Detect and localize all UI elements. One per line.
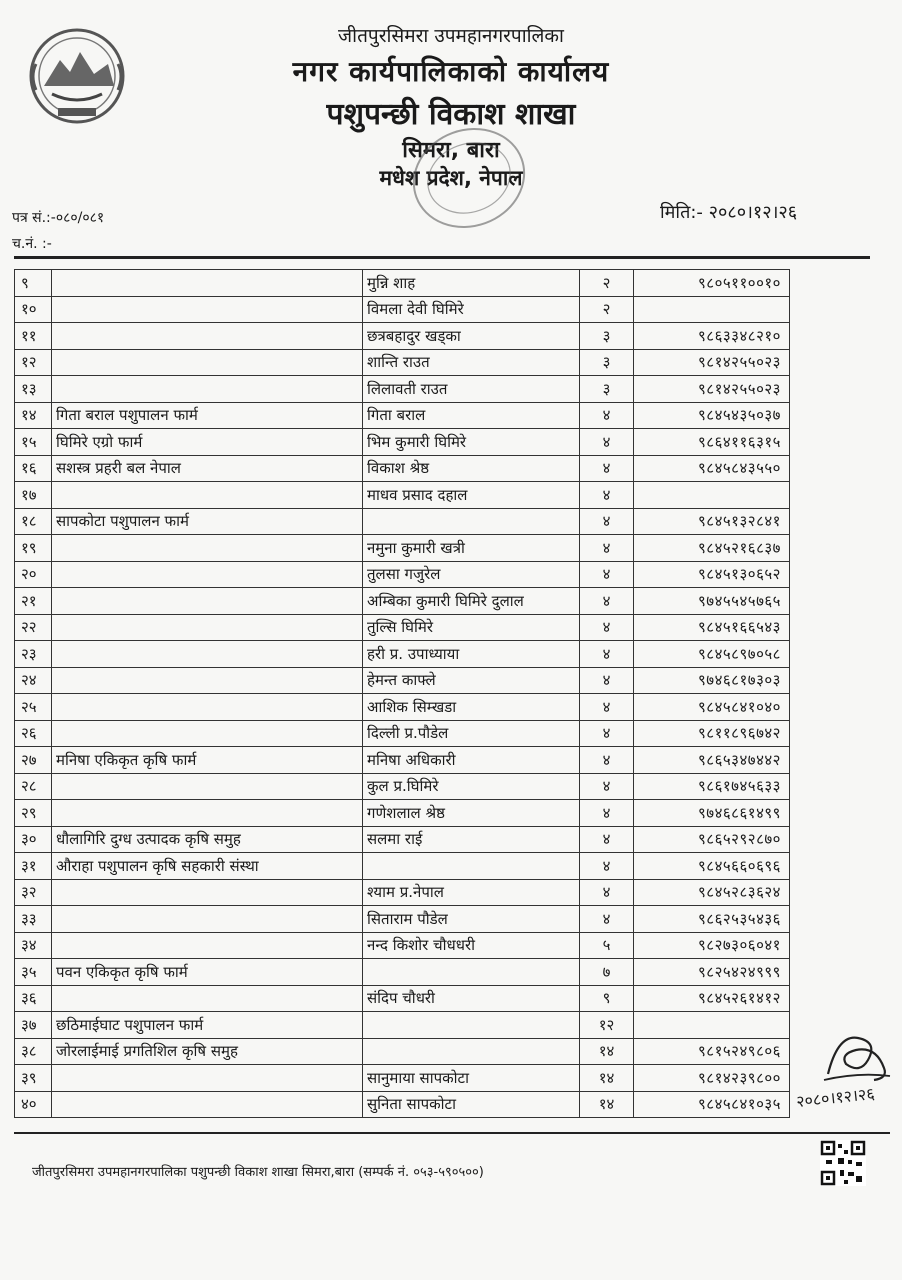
- row-phone-number: ९८४५८४३५५०: [634, 455, 790, 482]
- row-serial-number: २६: [15, 720, 52, 747]
- table-row: [15, 482, 790, 509]
- row-organization: गिता बराल पशुपालन फार्म: [52, 402, 363, 429]
- qr-code-icon: [820, 1140, 866, 1186]
- row-serial-number: २९: [15, 800, 52, 827]
- row-person-name: तुल्सि घिमिरे: [363, 614, 580, 641]
- table-row: [15, 296, 790, 323]
- row-person-name: [363, 1012, 580, 1039]
- row-organization: [52, 270, 363, 297]
- row-quantity: ३: [580, 376, 634, 403]
- table-row: [15, 402, 790, 429]
- table-row: [15, 561, 790, 588]
- table-row: [15, 720, 790, 747]
- row-serial-number: १८: [15, 508, 52, 535]
- row-organization: छठिमाईघाट पशुपालन फार्म: [52, 1012, 363, 1039]
- row-person-name: [363, 853, 580, 880]
- row-phone-number: ९८६५२९२८७०: [634, 826, 790, 853]
- row-phone-number: ९८६१७४५६३३: [634, 773, 790, 800]
- row-serial-number: १७: [15, 482, 52, 509]
- row-quantity: ४: [580, 826, 634, 853]
- row-serial-number: ३७: [15, 1012, 52, 1039]
- table-row: [15, 270, 790, 297]
- row-quantity: ४: [580, 402, 634, 429]
- dispatch-number: च.नं. :-: [12, 236, 52, 252]
- row-person-name: दिल्ली प्र.पौडेल: [363, 720, 580, 747]
- row-organization: पवन एकिकृत कृषि फार्म: [52, 959, 363, 986]
- row-phone-number: [634, 1012, 790, 1039]
- row-person-name: सलमा राई: [363, 826, 580, 853]
- letter-date: मिति:- २०८०।१२।२६: [660, 202, 798, 223]
- row-serial-number: १५: [15, 429, 52, 456]
- row-phone-number: ९८१४२३९८००: [634, 1065, 790, 1092]
- table-row: [15, 535, 790, 562]
- table-row: [15, 826, 790, 853]
- row-person-name: तुलसा गजुरेल: [363, 561, 580, 588]
- row-quantity: ९: [580, 985, 634, 1012]
- row-serial-number: १३: [15, 376, 52, 403]
- row-quantity: ४: [580, 614, 634, 641]
- table-row: [15, 429, 790, 456]
- row-phone-number: ९८०५११००१०: [634, 270, 790, 297]
- row-organization: [52, 376, 363, 403]
- row-organization: [52, 667, 363, 694]
- row-person-name: लिलावती राउत: [363, 376, 580, 403]
- row-phone-number: ९८११८९६७४२: [634, 720, 790, 747]
- municipality-name: जीतपुरसिमरा उपमहानगरपालिका: [338, 25, 564, 47]
- row-organization: [52, 349, 363, 376]
- row-serial-number: ९: [15, 270, 52, 297]
- table-row: [15, 694, 790, 721]
- row-person-name: सिताराम पौडेल: [363, 906, 580, 933]
- row-quantity: ४: [580, 641, 634, 668]
- row-quantity: ४: [580, 455, 634, 482]
- row-phone-number: ९७४६८१७३०३: [634, 667, 790, 694]
- table-row: [15, 641, 790, 668]
- row-organization: [52, 773, 363, 800]
- row-serial-number: ३५: [15, 959, 52, 986]
- row-person-name: कुल प्र.घिमिरे: [363, 773, 580, 800]
- row-person-name: गणेशलाल श्रेष्ठ: [363, 800, 580, 827]
- row-person-name: भिम कुमारी घिमिरे: [363, 429, 580, 456]
- row-phone-number: ९८१५२४९८०६: [634, 1038, 790, 1065]
- row-organization: [52, 296, 363, 323]
- row-quantity: ४: [580, 879, 634, 906]
- table-row: [15, 747, 790, 774]
- row-organization: जोरलाईमाई प्रगतिशिल कृषि समुह: [52, 1038, 363, 1065]
- row-organization: [52, 641, 363, 668]
- row-organization: सशस्त्र प्रहरी बल नेपाल: [52, 455, 363, 482]
- row-person-name: छत्रबहादुर खड्का: [363, 323, 580, 350]
- row-organization: [52, 588, 363, 615]
- row-person-name: माधव प्रसाद दहाल: [363, 482, 580, 509]
- row-quantity: १४: [580, 1065, 634, 1092]
- header-divider: [14, 256, 870, 259]
- row-person-name: विकाश श्रेष्ठ: [363, 455, 580, 482]
- row-phone-number: [634, 482, 790, 509]
- signature-date: २०८०।१२।२६: [795, 1083, 876, 1112]
- table-row: [15, 800, 790, 827]
- reference-number: पत्र सं.:-०८०/०८१: [12, 210, 105, 226]
- row-phone-number: ९८२५४२४९९९: [634, 959, 790, 986]
- row-phone-number: ९८१४२५५०२३: [634, 376, 790, 403]
- row-phone-number: ९८२७३०६०४१: [634, 932, 790, 959]
- row-quantity: ४: [580, 747, 634, 774]
- table-body: [15, 270, 790, 1118]
- row-person-name: हेमन्त काफ्ले: [363, 667, 580, 694]
- table-row: [15, 349, 790, 376]
- row-serial-number: २४: [15, 667, 52, 694]
- row-serial-number: ३३: [15, 906, 52, 933]
- table-row: [15, 667, 790, 694]
- row-organization: [52, 879, 363, 906]
- row-quantity: ४: [580, 535, 634, 562]
- table-row: [15, 588, 790, 615]
- row-serial-number: ४०: [15, 1091, 52, 1118]
- row-serial-number: २१: [15, 588, 52, 615]
- row-phone-number: ९७४५५४५७६५: [634, 588, 790, 615]
- row-phone-number: ९८४५२१६८३७: [634, 535, 790, 562]
- table-row: [15, 1038, 790, 1065]
- row-quantity: १४: [580, 1038, 634, 1065]
- row-serial-number: १०: [15, 296, 52, 323]
- office-name: नगर कार्यपालिकाको कार्यालय: [292, 55, 610, 88]
- row-organization: औराहा पशुपालन कृषि सहकारी संस्था: [52, 853, 363, 880]
- signature: [818, 1024, 894, 1086]
- footer-contact: जीतपुरसिमरा उपमहानगरपालिका पशुपन्छी विकाश शाखा सिमरा,बारा (सम्पर्क नं. ०५३-५९०५००): [32, 1165, 484, 1180]
- row-phone-number: ९८४५२८३६२४: [634, 879, 790, 906]
- row-serial-number: ३६: [15, 985, 52, 1012]
- row-phone-number: ९८६४११६३१५: [634, 429, 790, 456]
- table-row: [15, 773, 790, 800]
- row-serial-number: २२: [15, 614, 52, 641]
- row-serial-number: ३४: [15, 932, 52, 959]
- row-organization: [52, 482, 363, 509]
- row-serial-number: ३८: [15, 1038, 52, 1065]
- row-quantity: ३: [580, 349, 634, 376]
- beneficiary-table: [14, 269, 790, 1118]
- row-organization: [52, 323, 363, 350]
- row-phone-number: ९८६३३४८२१०: [634, 323, 790, 350]
- row-serial-number: ११: [15, 323, 52, 350]
- row-person-name: विमला देवी घिमिरे: [363, 296, 580, 323]
- table-row: [15, 959, 790, 986]
- row-person-name: सुनिता सापकोटा: [363, 1091, 580, 1118]
- row-serial-number: १९: [15, 535, 52, 562]
- row-quantity: ४: [580, 482, 634, 509]
- table-row: [15, 614, 790, 641]
- table-row: [15, 1012, 790, 1039]
- row-phone-number: ९८४५१३०६५२: [634, 561, 790, 588]
- row-quantity: ४: [580, 853, 634, 880]
- row-quantity: ४: [580, 561, 634, 588]
- row-person-name: नमुना कुमारी खत्री: [363, 535, 580, 562]
- row-organization: [52, 720, 363, 747]
- row-person-name: अम्बिका कुमारी घिमिरे दुलाल: [363, 588, 580, 615]
- row-phone-number: ९८४५८९७०५८: [634, 641, 790, 668]
- row-person-name: नन्द किशोर चौधधरी: [363, 932, 580, 959]
- row-phone-number: ९८४५१६६५४३: [634, 614, 790, 641]
- row-person-name: गिता बराल: [363, 402, 580, 429]
- row-organization: [52, 535, 363, 562]
- row-quantity: ४: [580, 906, 634, 933]
- table-row: [15, 985, 790, 1012]
- table-row: [15, 508, 790, 535]
- row-person-name: [363, 508, 580, 535]
- row-quantity: ४: [580, 508, 634, 535]
- row-quantity: २: [580, 270, 634, 297]
- row-quantity: १४: [580, 1091, 634, 1118]
- row-organization: [52, 1091, 363, 1118]
- row-quantity: ४: [580, 429, 634, 456]
- row-quantity: ४: [580, 720, 634, 747]
- office-location: सिमरा, बारा: [402, 138, 500, 163]
- row-person-name: [363, 1038, 580, 1065]
- row-serial-number: २७: [15, 747, 52, 774]
- table-row: [15, 1091, 790, 1118]
- row-phone-number: ९८४५४३५०३७: [634, 402, 790, 429]
- table-row: [15, 932, 790, 959]
- row-serial-number: १४: [15, 402, 52, 429]
- row-organization: [52, 985, 363, 1012]
- row-organization: सापकोटा पशुपालन फार्म: [52, 508, 363, 535]
- row-person-name: [363, 959, 580, 986]
- row-phone-number: ९८४५६६०६९६: [634, 853, 790, 880]
- section-name: पशुपन्छी विकाश शाखा: [326, 97, 576, 132]
- row-person-name: शान्ति राउत: [363, 349, 580, 376]
- row-organization: [52, 694, 363, 721]
- row-person-name: मनिषा अधिकारी: [363, 747, 580, 774]
- row-phone-number: ९८४५२६१४१२: [634, 985, 790, 1012]
- row-quantity: ५: [580, 932, 634, 959]
- table-row: [15, 879, 790, 906]
- row-phone-number: ९८४५१३२८४१: [634, 508, 790, 535]
- row-quantity: ७: [580, 959, 634, 986]
- row-quantity: ४: [580, 588, 634, 615]
- province-name: मधेश प्रदेश, नेपाल: [379, 166, 523, 190]
- row-quantity: ४: [580, 773, 634, 800]
- row-phone-number: ९७४६८६१४९९: [634, 800, 790, 827]
- row-organization: [52, 614, 363, 641]
- row-organization: मनिषा एकिकृत कृषि फार्म: [52, 747, 363, 774]
- row-organization: [52, 932, 363, 959]
- row-person-name: संदिप चौधरी: [363, 985, 580, 1012]
- row-phone-number: [634, 296, 790, 323]
- row-phone-number: ९८१४२५५०२३: [634, 349, 790, 376]
- row-organization: [52, 561, 363, 588]
- row-person-name: आशिक सिम्खडा: [363, 694, 580, 721]
- row-organization: [52, 906, 363, 933]
- row-person-name: हरी प्र. उपाध्याया: [363, 641, 580, 668]
- row-person-name: श्याम प्र.नेपाल: [363, 879, 580, 906]
- table-row: [15, 376, 790, 403]
- row-serial-number: २८: [15, 773, 52, 800]
- row-quantity: ३: [580, 323, 634, 350]
- row-serial-number: ३१: [15, 853, 52, 880]
- row-phone-number: ९८४५८४१०४०: [634, 694, 790, 721]
- row-serial-number: १६: [15, 455, 52, 482]
- row-serial-number: २०: [15, 561, 52, 588]
- row-quantity: ४: [580, 694, 634, 721]
- office-stamp: [404, 118, 534, 238]
- row-person-name: मुन्नि शाह: [363, 270, 580, 297]
- row-serial-number: २३: [15, 641, 52, 668]
- row-serial-number: ३९: [15, 1065, 52, 1092]
- row-organization: धौलागिरि दुग्ध उत्पादक कृषि समुह: [52, 826, 363, 853]
- row-quantity: ४: [580, 800, 634, 827]
- row-organization: [52, 1065, 363, 1092]
- row-serial-number: ३०: [15, 826, 52, 853]
- row-serial-number: १२: [15, 349, 52, 376]
- row-person-name: सानुमाया सापकोटा: [363, 1065, 580, 1092]
- row-organization: [52, 800, 363, 827]
- row-phone-number: ९८६५३४७४४२: [634, 747, 790, 774]
- row-phone-number: ९८४५८४१०३५: [634, 1091, 790, 1118]
- table-row: [15, 455, 790, 482]
- table-row: [15, 323, 790, 350]
- table-row: [15, 906, 790, 933]
- row-organization: घिमिरे एग्रो फार्म: [52, 429, 363, 456]
- row-quantity: २: [580, 296, 634, 323]
- row-quantity: ४: [580, 667, 634, 694]
- table-row: [15, 1065, 790, 1092]
- row-quantity: १२: [580, 1012, 634, 1039]
- row-serial-number: २५: [15, 694, 52, 721]
- row-serial-number: ३२: [15, 879, 52, 906]
- footer-divider: [14, 1132, 890, 1134]
- row-phone-number: ९८६२५३५४३६: [634, 906, 790, 933]
- table-row: [15, 853, 790, 880]
